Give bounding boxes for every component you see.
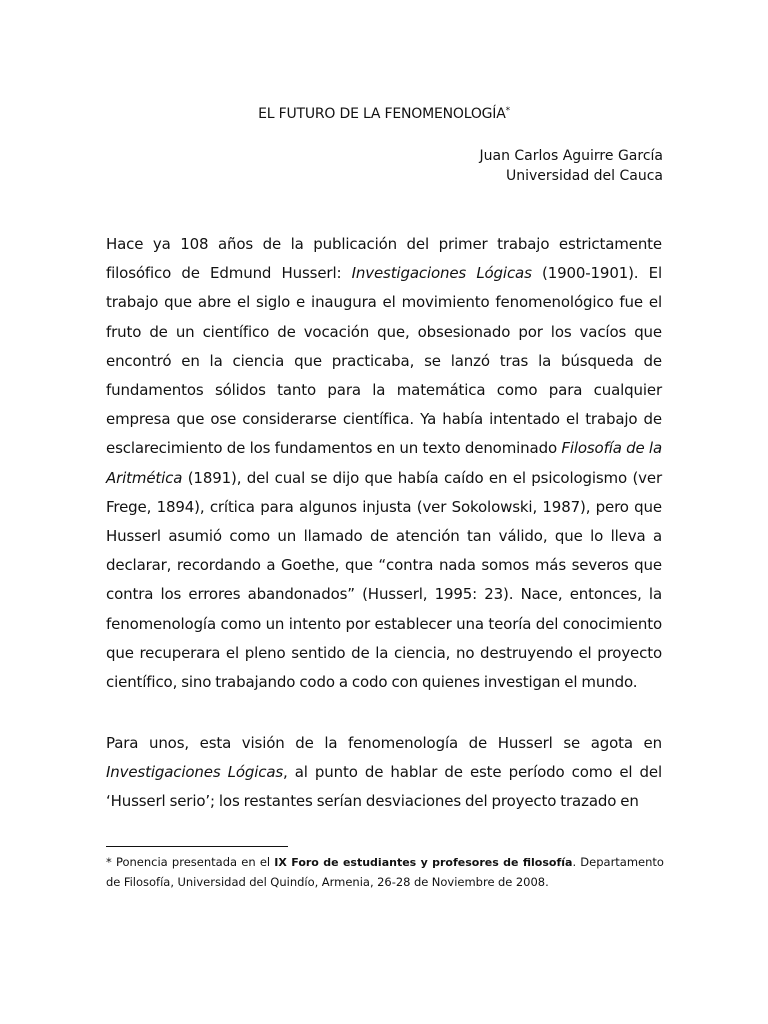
author-affiliation: Universidad del Cauca xyxy=(506,168,663,184)
paragraph-text: (1891), del cual se dijo que había caído en el psicologismo (ver Frege, 1894), crítica para algunos injusta (ver Sokolowski, 1987), pero que Husserl asumió como un llamado de atención tan válido, que lo lleva a declarar, recordando a Goethe, que “contra nada somos más severos que contra los errores abandonados” (Husserl, 1995: 23). Nace, entonces, la fenomenología como un intento por establecer una teoría del conocimiento que recuperara el pleno sentido de la ciencia, no destruyendo el proyecto científico, sino trabajando codo a codo con quienes investigan el mundo. xyxy=(106,468,662,692)
body-paragraph-2 xyxy=(106,729,662,817)
footnote-text: . Departamento de Filosofía, Universidad del Quindío, Armenia, 26-28 de Noviembre de 2008. xyxy=(106,855,664,889)
title-text: EL FUTURO DE LA FENOMENOLOGÍA xyxy=(258,106,506,122)
footnote xyxy=(106,853,664,891)
paragraph-text: (1900-1901). El trabajo que abre el siglo e inaugura el movimiento fenomenológico fue el fruto de un científico de vocación que, obsesionado por los vacíos que encontró en la ciencia que practicaba, se lanzó tras la búsqueda de fundamentos sólidos tanto para la matemática como para cualquier empresa que ose considerarse científica. Ya había intentado el trabajo de esclarecimiento de los fundamentos en un texto denominado xyxy=(106,264,662,458)
book-title-italic: Investigaciones Lógicas xyxy=(351,264,532,283)
book-title-italic: Filosofía de la Aritmética xyxy=(106,439,662,487)
footnote-text: Ponencia presentada en el xyxy=(111,855,275,869)
book-title-italic: Investigaciones Lógicas xyxy=(106,763,284,782)
footnote-separator xyxy=(106,846,288,847)
footnote-event-name: IX Foro de estudiantes y profesores de filosofía xyxy=(274,856,573,869)
paragraph-text: , al punto de hablar de este período como el del ‘Husserl serio’; los restantes serían desviaciones del proyecto trazado en xyxy=(106,763,663,811)
paragraph-text: Hace ya 108 años de la publicación del primer trabajo estrictamente filosófico de Edmund Husserl: xyxy=(106,235,662,283)
document-title xyxy=(0,106,768,122)
footnote-mark: * xyxy=(106,855,112,869)
author-name: Juan Carlos Aguirre García xyxy=(479,148,663,164)
body-paragraph-1 xyxy=(106,230,662,697)
paragraph-text: Para unos, esta visión de la fenomenología de Husserl se agota en xyxy=(106,734,662,752)
footnote-reference-mark: * xyxy=(505,106,510,116)
